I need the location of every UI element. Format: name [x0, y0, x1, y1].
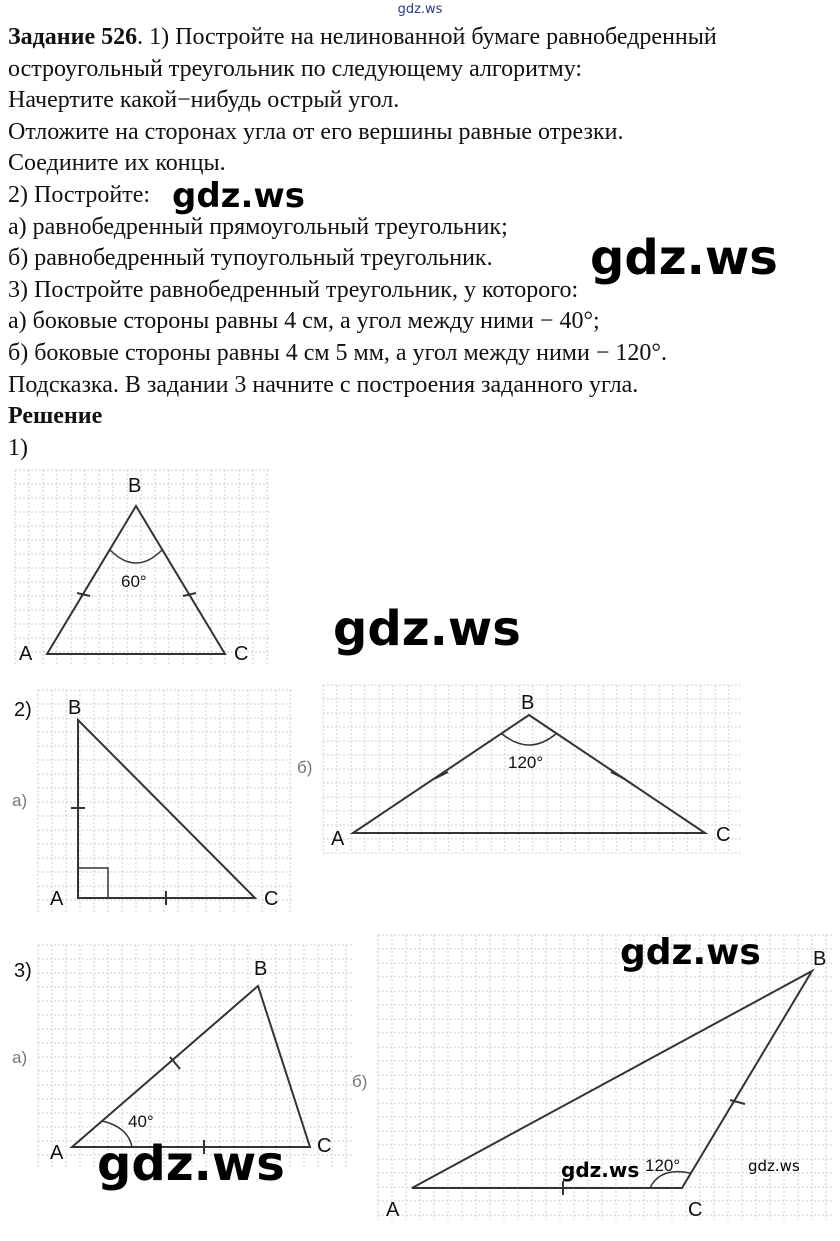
- figure-3b-vertex-b: B: [813, 948, 827, 970]
- task-line-11: б) боковые стороны равны 4 см 5 мм, а угол между ними − 120°.: [8, 339, 667, 366]
- watermark-7: gdz.ws: [748, 1157, 800, 1175]
- figure-3a-angle-label: 40°: [128, 1112, 154, 1131]
- figure-2b-vertex-b: B: [521, 692, 535, 714]
- watermark-top: gdz.ws: [397, 2, 443, 17]
- task-line-1: [8, 22, 838, 54]
- figure-3a-sub-label: а): [12, 1048, 28, 1067]
- figure-2b-angle-label: 120°: [508, 753, 544, 772]
- watermark-6: gdz.ws: [561, 1158, 640, 1182]
- task-line-3: Начертите какой−нибудь острый угол.: [8, 87, 400, 114]
- task-line-2: остроугольный треугольник по следующему алгоритму:: [8, 55, 583, 82]
- figure-2a-triangle: [10, 690, 295, 915]
- figure-grid: [38, 690, 293, 912]
- figure-3b-sub-label: б): [352, 1072, 368, 1091]
- watermark-2: gdz.ws: [590, 230, 778, 286]
- figure-3a-vertex-b: B: [254, 958, 268, 980]
- figure-2b-vertex-c: C: [716, 824, 731, 846]
- figure-3b-shape: [412, 971, 812, 1188]
- figure-1-grid: [15, 470, 270, 665]
- solution-heading: Решение: [8, 403, 103, 430]
- figure-2a-vertex-c: C: [264, 888, 279, 910]
- task-line-1-rest: . 1) Постройте на нелинованной бумаге равнобедренный: [137, 24, 717, 50]
- figure-2b-vertex-a: A: [331, 828, 345, 850]
- task-line-7: а) равнобедренный прямоугольный треугольник;: [8, 213, 508, 240]
- task-line-10: а) боковые стороны равны 4 см, а угол между ними − 40°;: [8, 308, 600, 335]
- figure-2b-shape: [353, 715, 705, 833]
- figure-2a-vertex-a: A: [50, 888, 64, 910]
- figure-2b-triangle: [295, 685, 745, 855]
- figure-3a-vertex-a: A: [50, 1142, 64, 1164]
- figure-2b-tick-bc: [611, 772, 625, 779]
- figure-1-angle-label: 60°: [121, 572, 147, 591]
- figure-1-vertex-c: C: [234, 643, 249, 665]
- figure-3b-angle-label: 120°: [645, 1156, 681, 1175]
- task-line-6: 2) Постройте:: [8, 181, 151, 208]
- watermark-1: gdz.ws: [172, 176, 306, 216]
- task-line-9: 3) Постройте равнобедренный треугольник, у которого:: [8, 276, 579, 303]
- figure-2a-vertex-b: B: [68, 697, 82, 719]
- figure-1-vertex-a: A: [19, 643, 33, 665]
- figure-2b-sub-label: б): [297, 758, 313, 777]
- figure-2a-shape: [78, 720, 255, 898]
- task-line-8: б) равнобедренный тупоугольный треугольник.: [8, 245, 493, 272]
- figure-3a-triangle: [10, 935, 355, 1170]
- watermark-3: gdz.ws: [333, 601, 521, 657]
- task-line-12: Подсказка. В задании 3 начните с построения заданного угла.: [8, 371, 639, 398]
- figure-1-vertex-b: B: [128, 475, 142, 497]
- figure-2-part-label: 2): [14, 699, 32, 721]
- figure-3a-vertex-c: C: [317, 1135, 332, 1157]
- task-line-5: Соедините их концы.: [8, 150, 226, 177]
- task-line-4: Отложите на сторонах угла от его вершины равные отрезки.: [8, 118, 624, 145]
- figure-2a-sub-label: а): [12, 791, 28, 810]
- figure-3b-vertex-c: C: [688, 1199, 703, 1221]
- figure-3-part-label: 3): [14, 960, 32, 982]
- task-title: Задание 526: [8, 24, 138, 50]
- figure-2b-angle-arc: [501, 733, 557, 745]
- figure-3b-vertex-a: A: [386, 1199, 400, 1221]
- watermark-4: gdz.ws: [620, 932, 761, 973]
- solution-part-1-label: 1): [8, 434, 28, 461]
- figure-1-triangle: [15, 470, 275, 670]
- figure-1-angle-arc: [110, 550, 162, 563]
- watermark-5: gdz.ws: [97, 1136, 285, 1192]
